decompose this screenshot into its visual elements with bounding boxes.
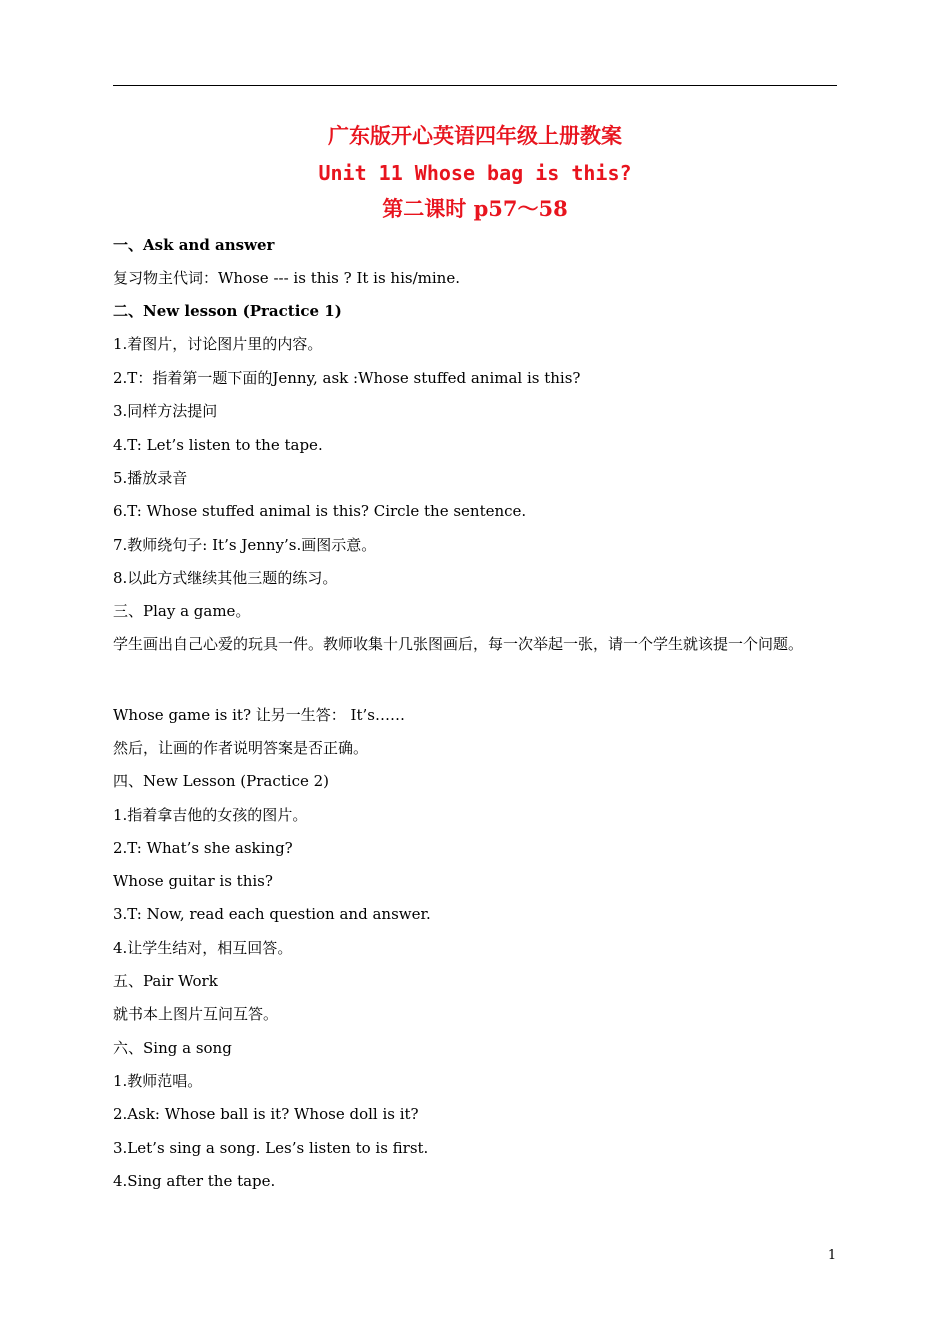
body-line: 1.指着拿吉他的女孩的图片。 (113, 806, 308, 824)
body-line: 7.教师绕句子: It’s Jenny’s.画图示意。 (113, 536, 377, 554)
body-line: Whose game is it? 让另一生答： It’s…… (113, 706, 405, 724)
body-line: 1.着图片，讨论图片里的内容。 (113, 335, 323, 353)
section-heading-4: 四、New Lesson (Practice 2) (113, 772, 330, 790)
body-line: Whose guitar is this? (113, 872, 273, 890)
body-line: 4.T: Let’s listen to the tape. (113, 436, 323, 454)
body-line: 8.以此方式继续其他三题的练习。 (113, 569, 338, 587)
body-line: 3.T: Now, read each question and answer. (113, 905, 431, 923)
header-rule (113, 85, 837, 86)
body-line: 1.教师范唱。 (113, 1072, 203, 1090)
body-line: 5.播放录音 (113, 469, 188, 487)
section-heading-1: 一、Ask and answer (113, 236, 275, 254)
body-paragraph: 学生画出自己心爱的玩具一件。教师收集十几张图画后，每一次举起一张，请一个学生就该提一个问题。 (113, 635, 804, 653)
body-line: 4.Sing after the tape. (113, 1172, 276, 1190)
section-heading-2: 二、New lesson (Practice 1) (113, 302, 342, 320)
body-line: 6.T: Whose stuffed animal is this? Circle the sentence. (113, 502, 527, 520)
body-line: 4.让学生结对，相互回答。 (113, 939, 293, 957)
section-heading-3: 三、Play a game。 (113, 602, 251, 620)
body-line: 3.Let’s sing a song. Les’s listen to is first. (113, 1139, 429, 1157)
body-line: 复习物主代词：Whose --- is this ? It is his/mine. (113, 269, 460, 287)
body-line: 3.同样方法提问 (113, 402, 218, 420)
body-line: 就书本上图片互问互答。 (113, 1005, 279, 1023)
title-lesson: 第二课时 p57～58 (382, 196, 568, 221)
body-line: 然后，让画的作者说明答案是否正确。 (113, 739, 369, 757)
page-number: 1 (827, 1248, 837, 1263)
body-line: 2.T: What’s she asking? (113, 839, 293, 857)
section-heading-6: 六、Sing a song (113, 1039, 232, 1057)
body-line: 2.T：指着第一题下面的Jenny, ask :Whose stuffed animal is this? (113, 369, 581, 387)
title-chinese: 广东版开心英语四年级上册教案 (328, 123, 622, 148)
title-unit: Unit 11 Whose bag is this? (318, 161, 632, 185)
section-heading-5: 五、Pair Work (113, 972, 218, 990)
body-line: 2.Ask: Whose ball is it? Whose doll is it? (113, 1105, 419, 1123)
